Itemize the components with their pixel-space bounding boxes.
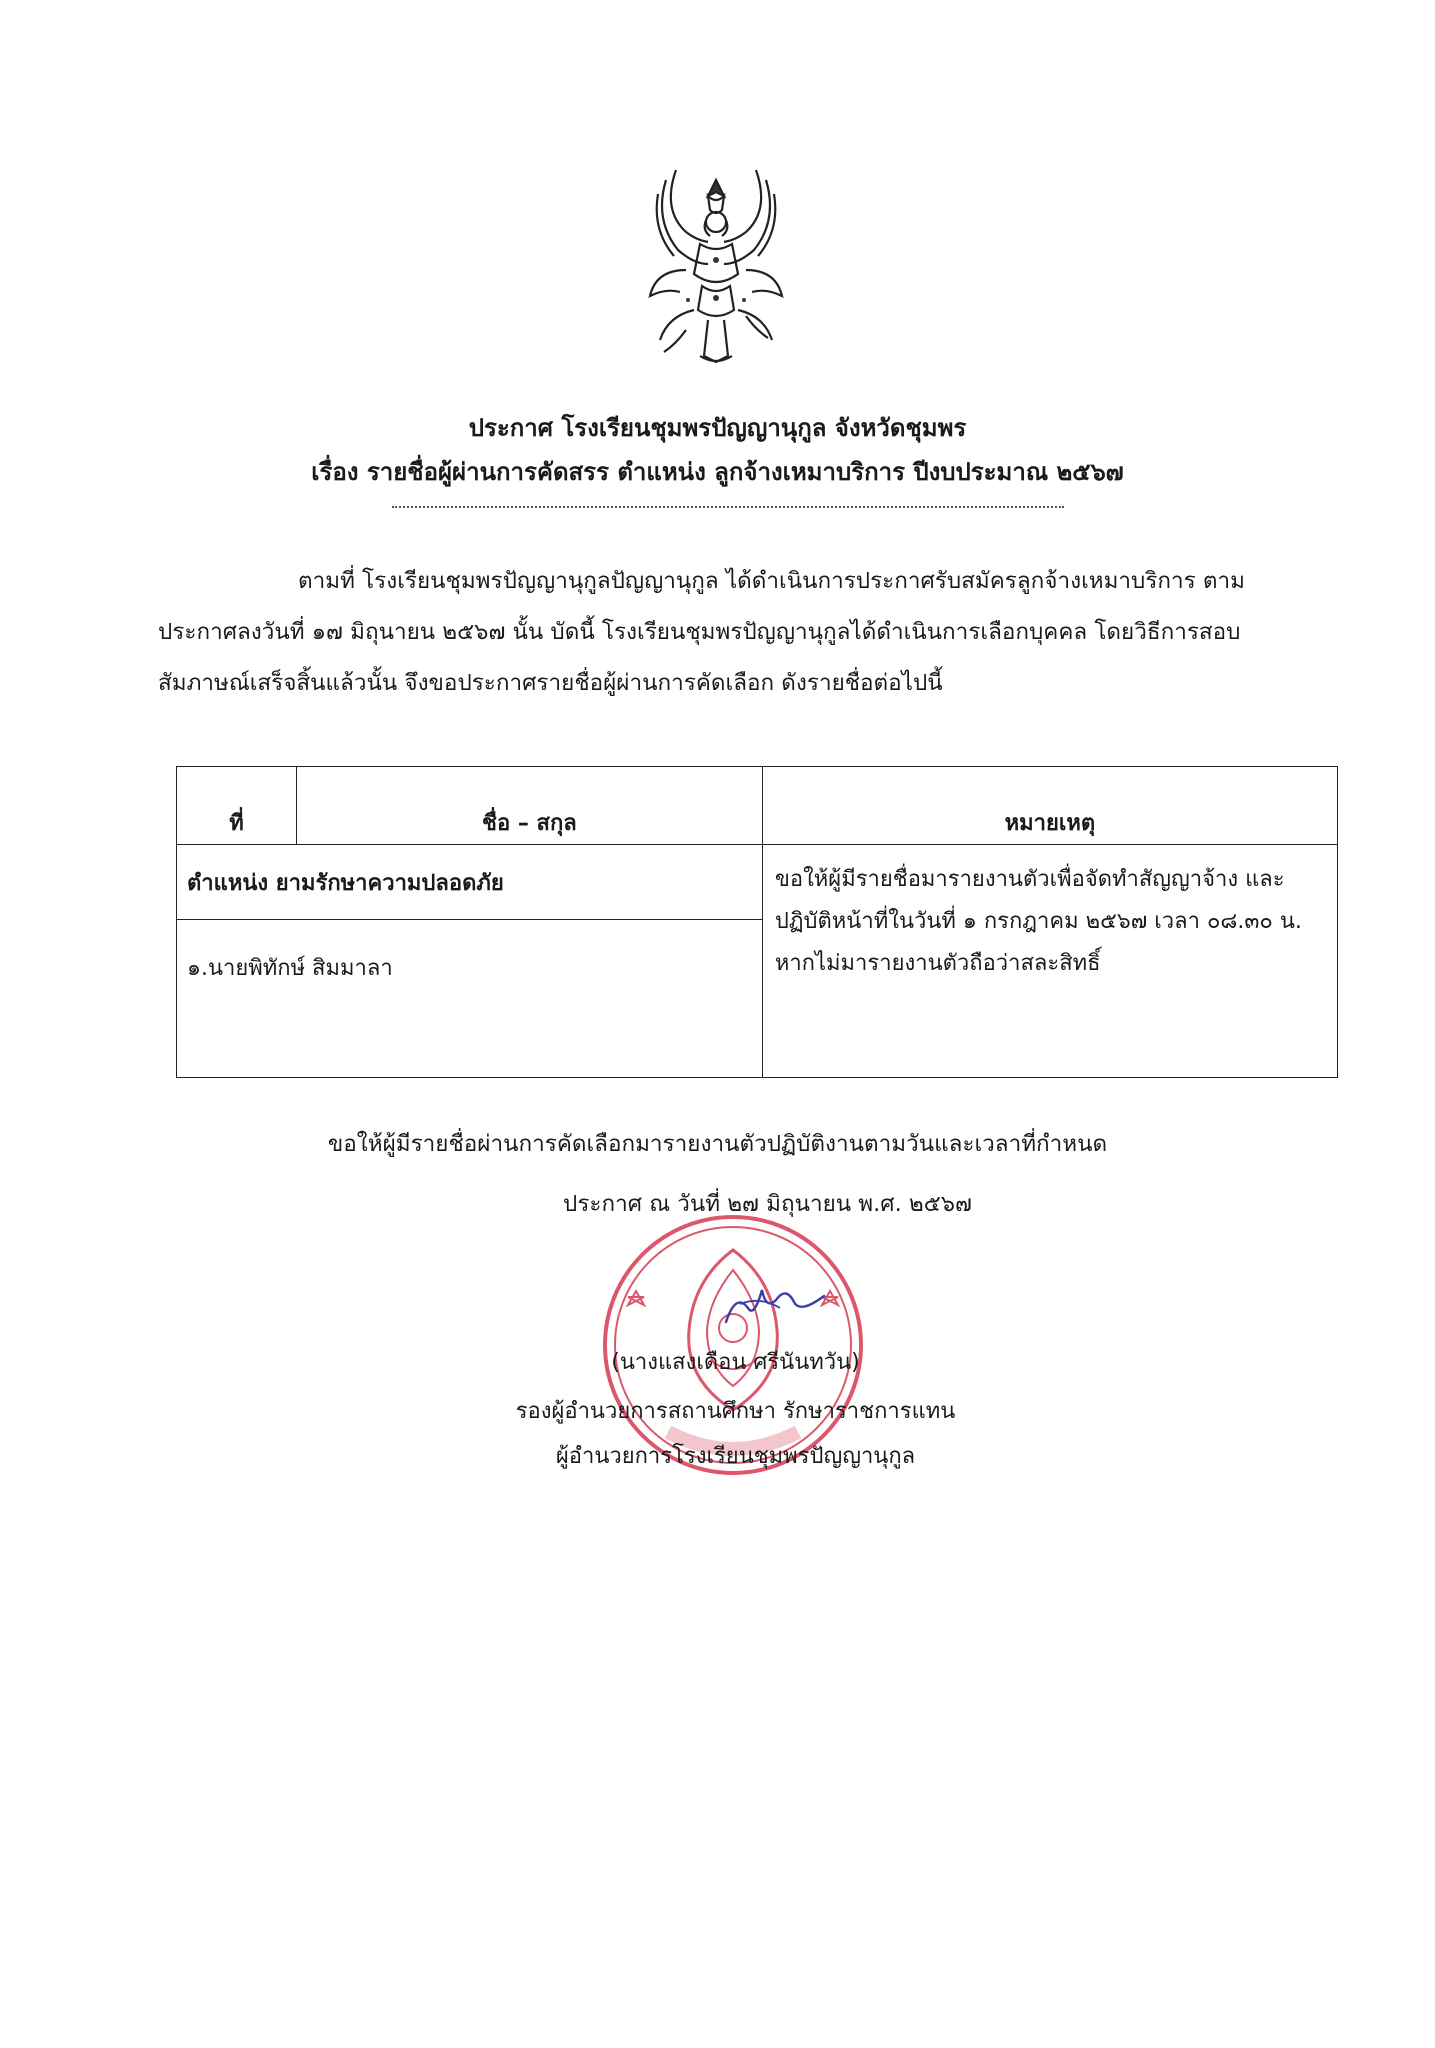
closing-instruction: ขอให้ผู้มีรายชื่อผ่านการคัดเลือกมารายงานตัวปฏิบัติงานตามวันและเวลาที่กำหนด	[327, 1131, 1108, 1157]
announcement-title: ประกาศ โรงเรียนชุมพรปัญญานุกูล จังหวัดชุมพร	[468, 414, 967, 442]
garuda-emblem-icon	[616, 160, 816, 370]
body-paragraph-text: ตามที่ โรงเรียนชุมพรปัญญานุกูลปัญญานุกูล ได้ดำเนินการประกาศรับสมัครลูกจ้างเหมาบริการ ตามประกาศลงวันที่ ๑๗ มิถุนายน ๒๕๖๗ นั้น บัดนี้ โรงเรียนชุมพรปัญญานุกูลได้ดำเนินการเลือกบุคคล โดยวิธีการสอบสัมภาษณ์เสร็จสิ้นแล้วนั้น จึงขอประกาศรายชื่อผู้ผ่านการคัดเลือก ดังรายชื่อต่อไปนี้	[158, 568, 1245, 696]
position-label: ตำแหน่ง ยามรักษาความปลอดภัย	[177, 845, 763, 920]
signer-position: ผู้อำนวยการโรงเรียนชุมพรปัญญานุกูล	[555, 1444, 916, 1469]
person-name: ๑.นายพิทักษ์ สิมมาลา	[177, 920, 763, 1078]
table-header-row	[177, 767, 1338, 845]
position-row	[177, 845, 1338, 920]
header-remark: หมายเหตุ	[762, 767, 1337, 845]
body-paragraph	[158, 556, 1298, 709]
remark-cell: ขอให้ผู้มีรายชื่อมารายงานตัวเพื่อจัดทำสัญญาจ้าง และปฏิบัติหน้าที่ในวันที่ ๑ กรกฎาคม ๒๕๖๗ เวลา ๐๘.๓๐ น. หากไม่มารายงานตัวถือว่าสละสิทธิ์	[762, 845, 1337, 1078]
header-no: ที่	[177, 767, 297, 845]
divider	[392, 506, 1064, 508]
signer-name: (นางแสงเดือน ศรีนันทวัน)	[611, 1350, 860, 1375]
signer-title: รองผู้อำนวยการสถานศึกษา รักษาราชการแทน	[515, 1399, 956, 1424]
header-name: ชื่อ – สกุล	[296, 767, 762, 845]
announcement-subject: เรื่อง รายชื่อผู้ผ่านการคัดสรร ตำแหน่ง ลูกจ้างเหมาบริการ ปีงบประมาณ ๒๕๖๗	[311, 458, 1124, 486]
signature-icon	[720, 1282, 830, 1332]
results-table	[176, 766, 1338, 1078]
announcement-date: ประกาศ ณ วันที่ ๒๗ มิถุนายน พ.ศ. ๒๕๖๗	[563, 1191, 972, 1217]
